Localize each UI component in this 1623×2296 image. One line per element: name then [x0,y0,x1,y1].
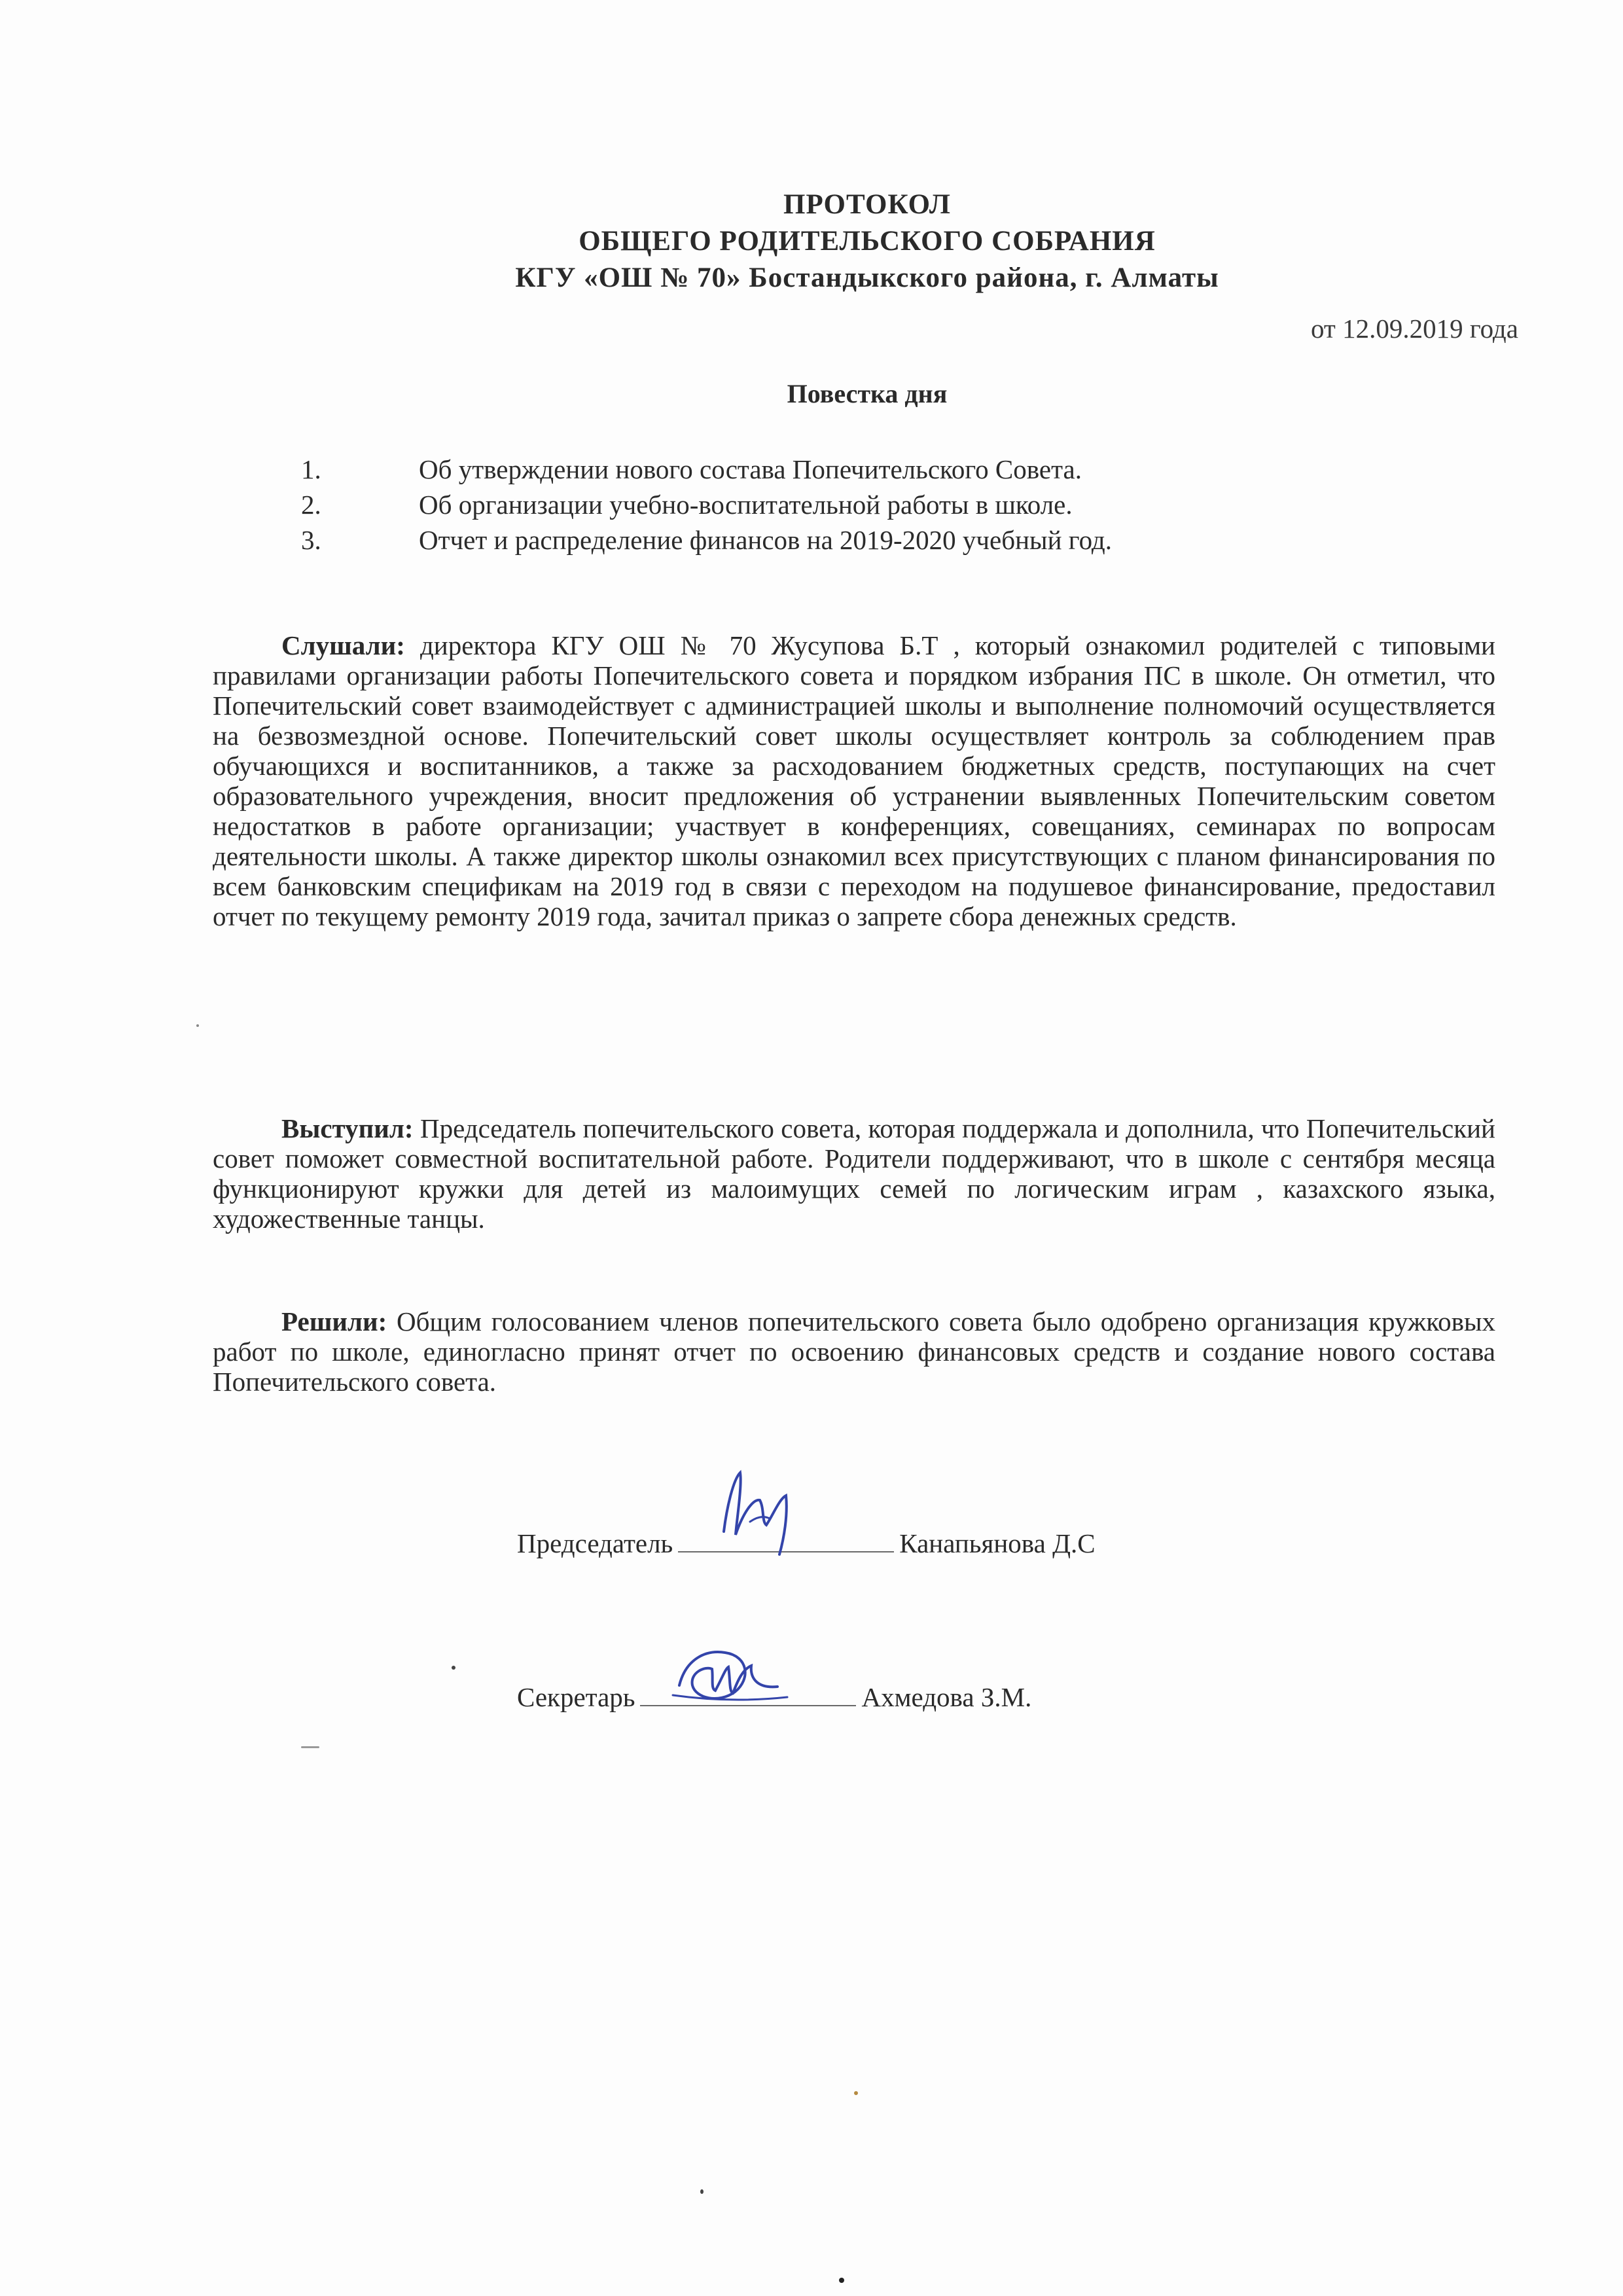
scan-speck [301,1746,319,1748]
section-decided [213,1306,1495,1397]
agenda-item-number: 2. [301,490,321,520]
signature-line-chair [678,1525,894,1552]
handwritten-signature-secretary [666,1640,797,1712]
agenda-item-text: Об организации учебно-воспитательной работы в школе. [419,490,1073,520]
signature-role-secretary: Секретарь [517,1682,635,1712]
scan-speck [452,1666,455,1670]
signature-role-chair: Председатель [517,1528,673,1558]
section-text-listened: директора КГУ ОШ № 70 Жусупова Б.Т , который ознакомил родителей с типовыми правилами организации работы Попечительского совета и порядком избрания ПС в школе. Он отметил, что Попечительский совет взаимодействует с администрацией школы и выполнение полномочий осуществляется на безвозмездной основе. Попечительский совет школы осуществляет контроль за соблюдением прав обучающихся и воспитанников, а также за расходованием бюджетных средств, поступающих на счет образовательного учреждения, вносит предложения об устранении выявленных Попечительским советом недостатков в работе организации; участвует в конференциях, совещаниях, семинарах по вопросам деятельности школы. А также директор школы ознакомил всех присутствующих с планом финансирования по всем банковским спецификам на 2019 год в связи с переходом на подушевое финансирование, предоставил отчет по текущему ремонту 2019 года, зачитал приказ о запрете сбора денежных средств. [213,630,1495,931]
scan-speck [196,1024,199,1027]
document-title [393,187,1342,296]
agenda-list [301,452,1348,558]
signature-name-secretary: Ахмедова З.М. [861,1682,1032,1712]
agenda-item [301,487,1348,522]
section-label-spoke: Выступил: [281,1113,414,1143]
section-spoke [213,1113,1495,1234]
agenda-item [301,522,1348,558]
scan-speck [854,2091,858,2095]
section-listened [213,630,1495,931]
title-line-protocol: ПРОТОКОЛ [783,189,951,220]
signature-name-chair: Канапьянова Д.С [899,1528,1096,1558]
signature-row-chair [517,1525,1302,1559]
section-label-decided: Решили: [281,1306,387,1336]
agenda-item-number: 3. [301,525,321,555]
document-date: от 12.09.2019 года [1310,314,1518,344]
section-label-listened: Слушали: [281,630,405,660]
handwritten-signature-chair [704,1460,848,1558]
title-line-school: КГУ «ОШ № 70» Бостандыкского района, г. Алматы [515,262,1219,293]
agenda-item-text: Об утверждении нового состава Попечительского Совета. [419,454,1082,484]
signature-line-secretary [640,1679,856,1706]
section-text-spoke: Председатель попечительского совета, которая поддержала и дополнила, что Попечительский совет поможет совместной воспитательной работе. Родители поддерживают, что в школе с сентября месяца функционируют кружки для детей из малоимущих семей по логическим играм , казахского языка, художественные танцы. [213,1113,1495,1234]
agenda-heading: Повестка дня [787,379,948,408]
scan-speck [700,2189,704,2194]
section-text-decided: Общим голосованием членов попечительского совета было одобрено организация кружковых работ по школе, единогласно принят отчет по освоению финансовых средств и создание нового состава Попечительского совета. [213,1306,1495,1397]
agenda-item-text: Отчет и распределение финансов на 2019-2020 учебный год. [419,525,1113,555]
signature-row-secretary [517,1679,1302,1713]
agenda-item [301,452,1348,487]
agenda-item-number: 1. [301,454,321,484]
title-line-meeting: ОБЩЕГО РОДИТЕЛЬСКОГО СОБРАНИЯ [579,226,1156,257]
scan-speck [839,2278,844,2283]
